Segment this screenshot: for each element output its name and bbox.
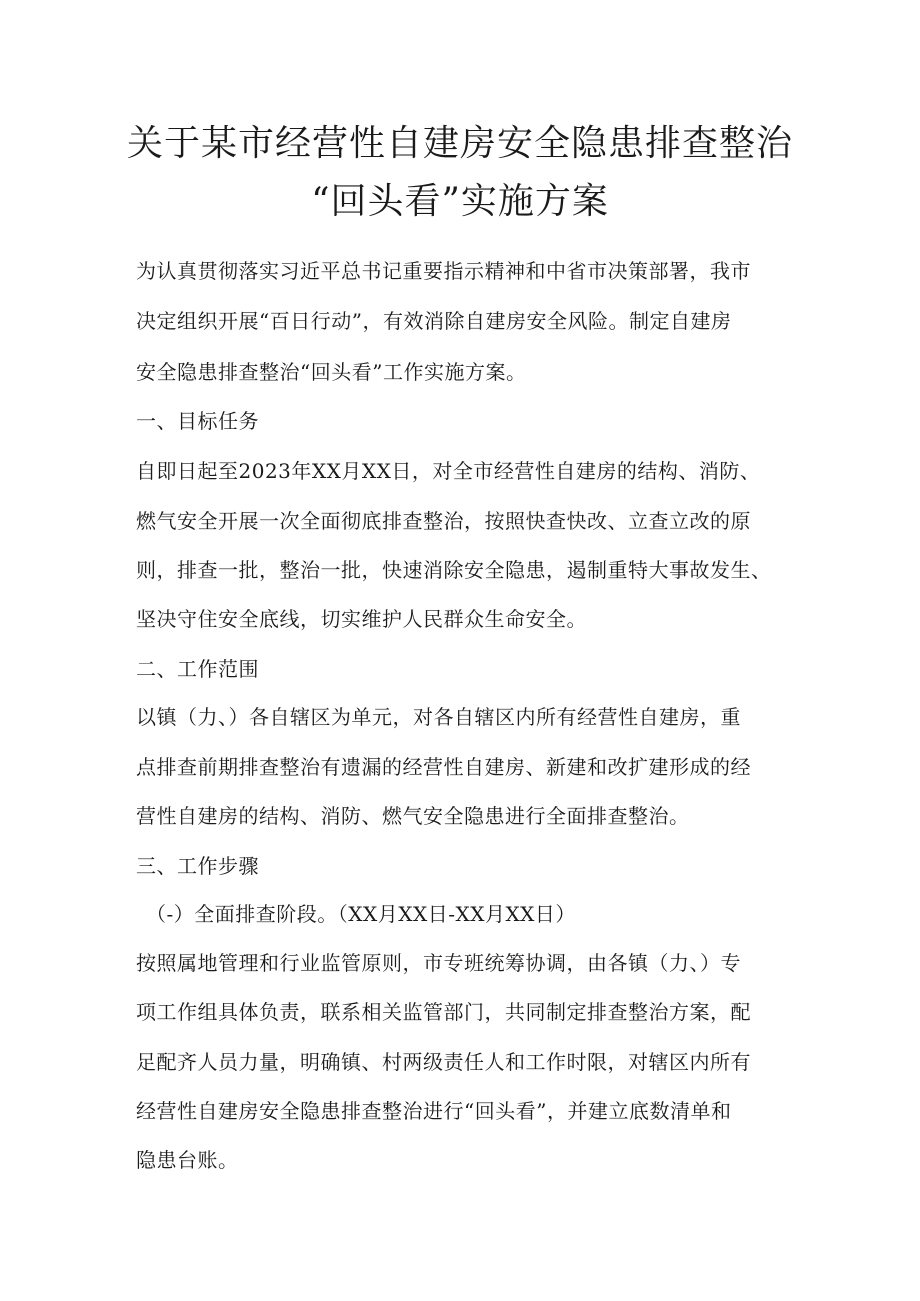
body-line: 足配齐人员力量，明确镇、村两级责任人和工作时限，对辖区内所有 [136, 1050, 751, 1074]
body-line: 按照属地管理和行业监管原则，市专班统筹协调，由各镇（力、）专 [136, 951, 741, 975]
body-line: 营性自建房的结构、消防、燃气安全隐患进行全面排查整治。 [136, 804, 690, 828]
body-line: 经营性自建房安全隐患排查整治进行“回头看”，并建立底数清单和 [136, 1099, 732, 1123]
body-line: 以镇（力、）各自辖区为单元，对各自辖区内所有经营性自建房，重 [136, 705, 741, 729]
body-line: 则，排查一批，整治一批，快速消除安全隐患，遏制重特大事故发生、 [136, 558, 772, 582]
body-line: 燃气安全开展一次全面彻底排查整治，按照快查快改、立查立改的原 [136, 509, 751, 533]
document-title-line-2: “回头看”实施方案 [311, 181, 609, 222]
body-line: 隐患台账。 [136, 1148, 239, 1172]
section-heading-steps: 三、工作步骤 [136, 854, 259, 878]
body-line: 决定组织开展“百日行动”，有效消除自建房安全风险。制定自建房 [136, 309, 732, 333]
body-line: 为认真贯彻落实习近平总书记重要指示精神和中省市决策部署，我市 [136, 259, 751, 283]
body-line: 项工作组具体负责，联系相关监管部门，共同制定排查整治方案，配 [136, 1000, 751, 1024]
document-title-line-1: 关于某市经营性自建房安全隐患排查整治 [126, 123, 793, 164]
body-line: 点排查前期排查整治有遗漏的经营性自建房、新建和改扩建形成的经 [136, 755, 751, 779]
body-line: 坚决守住安全底线，切实维护人民群众生命安全。 [136, 607, 587, 631]
section-heading-scope: 二、工作范围 [136, 657, 259, 681]
body-line: 自即日起至2023年XX月XX日，对全市经营性自建房的结构、消防、 [136, 459, 761, 483]
subsection-heading-phase-1: （-）全面排查阶段。（XX月XX日-XX月XX日） [146, 902, 576, 926]
section-heading-goals: 一、目标任务 [136, 409, 259, 433]
body-line: 安全隐患排查整治“回头看”工作实施方案。 [136, 360, 527, 384]
